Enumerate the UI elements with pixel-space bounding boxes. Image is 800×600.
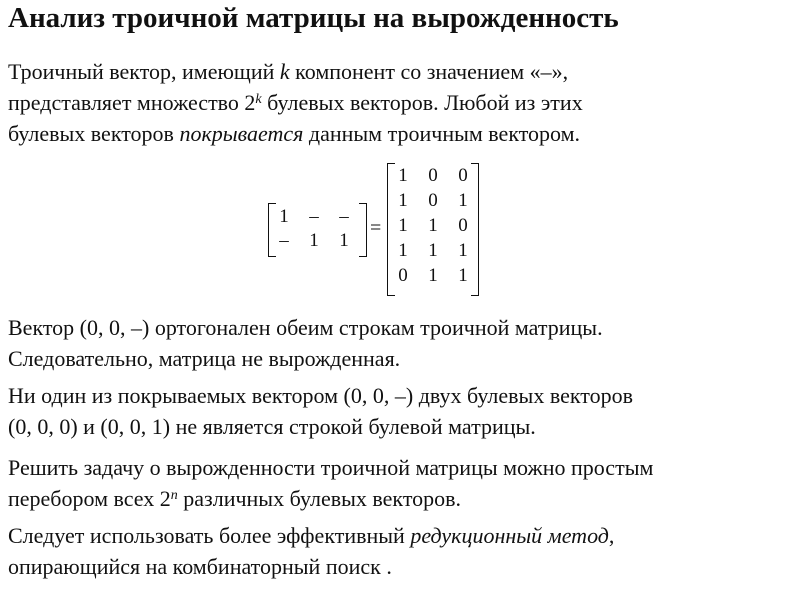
boolean_matrix-cell: 1	[458, 265, 468, 286]
text: данным троичным вектором.	[303, 121, 581, 146]
boolean_matrix-cell: 0	[428, 190, 438, 211]
equals-sign: =	[370, 217, 382, 239]
boolean_matrix-cell: 1	[458, 240, 468, 261]
text: Троичный вектор, имеющий	[8, 59, 280, 84]
paragraph-reduction-method	[8, 520, 798, 582]
text: перебором всех 2	[8, 486, 171, 511]
ternary_matrix-cell: –	[279, 230, 289, 251]
paragraph-orthogonal	[8, 312, 798, 374]
boolean_matrix-cell: 0	[428, 165, 438, 186]
boolean_matrix-cell: 1	[398, 240, 408, 261]
slide-title: Анализ троичной матрицы на вырожденность	[8, 2, 619, 34]
text-line: Решить задачу о вырожденности троичной матрицы можно простым	[8, 455, 654, 480]
text-line: (0, 0, 0) и (0, 0, 1) не является строкой булевой матрицы.	[8, 414, 536, 439]
paragraph-covered-vectors	[8, 380, 798, 442]
boolean_matrix-cell: 1	[398, 190, 408, 211]
text: булевых векторов. Любой из этих	[261, 90, 583, 115]
boolean_matrix-cell: 1	[458, 190, 468, 211]
text: ,	[608, 523, 615, 548]
ternary_matrix-cell: –	[339, 206, 349, 227]
text-line	[8, 87, 798, 118]
text-line	[8, 520, 798, 551]
paragraph-ternary-vector	[8, 56, 798, 149]
text-line: опирающийся на комбинаторный поиск .	[8, 554, 392, 579]
text-line	[8, 118, 798, 149]
text-line: Следовательно, матрица не вырожденная.	[8, 346, 401, 371]
ternary_matrix-cell: 1	[279, 206, 289, 227]
text-line	[8, 483, 798, 514]
right-bracket	[359, 203, 367, 257]
boolean_matrix-cell: 1	[398, 215, 408, 236]
boolean_matrix-cell: 0	[458, 165, 468, 186]
boolean_matrix-cell: 0	[398, 265, 408, 286]
text: булевых векторов	[8, 121, 180, 146]
emphasis-term: редукционный метод	[410, 523, 609, 548]
text: различных булевых векторов.	[177, 486, 462, 511]
boolean_matrix-cell: 1	[428, 265, 438, 286]
superscript-k: k	[255, 92, 262, 107]
boolean_matrix-cell: 0	[458, 215, 468, 236]
boolean_matrix-cell: 1	[428, 215, 438, 236]
ternary_matrix-cell: –	[309, 206, 319, 227]
paragraph-brute-force	[8, 452, 798, 514]
boolean_matrix-cell: 1	[428, 240, 438, 261]
boolean_matrix-cell: 1	[398, 165, 408, 186]
variable-k: k	[279, 59, 290, 84]
superscript-n: n	[170, 488, 178, 503]
text: компонент со значением «–»,	[289, 59, 569, 84]
text-line	[8, 56, 798, 87]
text: представляет множество 2	[8, 90, 256, 115]
ternary_matrix-cell: 1	[339, 230, 349, 251]
text: Следует использовать более эффективный	[8, 523, 411, 548]
text-line: Ни один из покрываемых вектором (0, 0, –) двух булевых векторов	[8, 383, 633, 408]
ternary_matrix-cell: 1	[309, 230, 319, 251]
emphasis-term: покрывается	[179, 121, 304, 146]
text-line: Вектор (0, 0, –) ортогонален обеим строкам троичной матрицы.	[8, 315, 603, 340]
